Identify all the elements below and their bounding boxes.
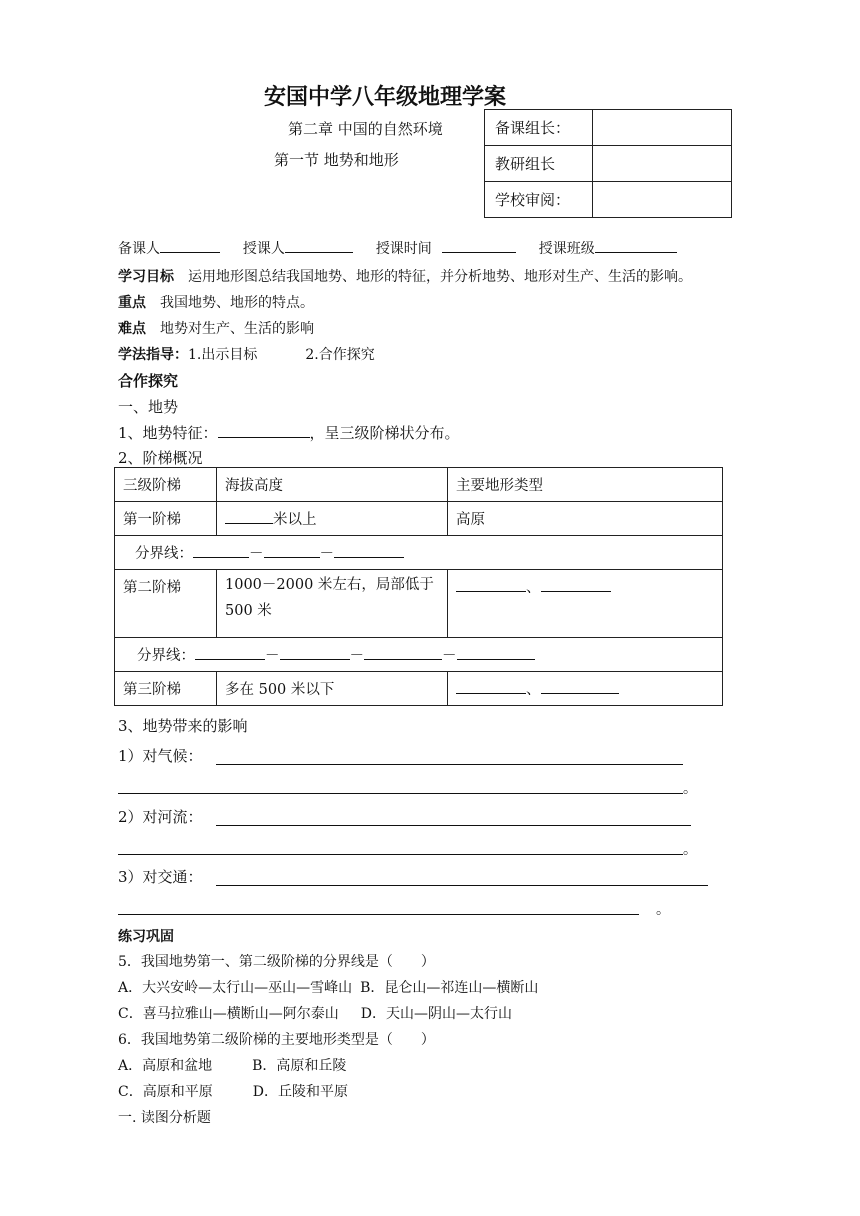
- part1-heading: 一、地势: [118, 398, 179, 416]
- review-label: 教研组长: [485, 146, 593, 182]
- q6-text: 6．我国地势第二级阶梯的主要地形类型是（ ）: [118, 1032, 435, 1048]
- review-box: [484, 109, 732, 218]
- divider-blank: [364, 645, 442, 660]
- q5-option-c: C．喜马拉雅山—横断山—阿尔泰山: [118, 1006, 339, 1022]
- key-line: [118, 292, 314, 312]
- q6-option-a: A．高原和盆地: [118, 1058, 213, 1074]
- river-blank: [216, 825, 691, 826]
- q5-option-d: D．天山—阴山—太行山: [360, 1006, 512, 1022]
- divider-blank: [280, 645, 350, 660]
- step-type: [448, 570, 723, 638]
- goal-label: 学习目标: [118, 269, 174, 285]
- divider-label: 分界线：: [137, 648, 195, 664]
- step-height: [217, 502, 448, 536]
- q6-option-d: D．丘陵和平原: [252, 1084, 348, 1100]
- review-row: [485, 146, 732, 182]
- river-label: 2）对河流：: [118, 808, 203, 826]
- teacher-blank: [285, 238, 353, 253]
- difficult-text: 地势对生产、生活的影响: [160, 321, 314, 337]
- time-label: 授课时间: [375, 241, 432, 257]
- practice-heading: 练习巩固: [118, 929, 174, 945]
- method-1: 1.出示目标: [188, 347, 258, 363]
- dash: －: [249, 546, 264, 562]
- goal-line: [118, 266, 692, 286]
- class-blank: [595, 238, 677, 253]
- section-title: 第一节 地势和地形: [274, 151, 399, 169]
- divider-blank: [193, 543, 249, 558]
- height-suffix: 米以上: [273, 512, 317, 528]
- analysis-heading: 一. 读图分析题: [118, 1110, 211, 1126]
- info-line: [118, 238, 677, 258]
- header-cell: 主要地形类型: [448, 468, 723, 502]
- q1-line: [118, 422, 460, 443]
- q6-options-ab: [118, 1055, 346, 1075]
- dash: －: [265, 648, 280, 664]
- divider-row: [115, 536, 723, 570]
- period: 。: [683, 842, 697, 858]
- preparer-label: 备课人: [118, 241, 160, 257]
- review-value: [593, 146, 732, 182]
- goal-text: 运用地形图总结我国地势、地形的特征，并分析地势、地形对生产、生活的影响。: [188, 269, 692, 285]
- table-row: [115, 672, 723, 706]
- q5-options-ab: [118, 977, 538, 997]
- traffic-blank-2: [118, 914, 639, 915]
- divider-blank: [195, 645, 265, 660]
- type-blank: [541, 679, 619, 694]
- class-label: 授课班级: [538, 241, 595, 257]
- dash: －: [319, 546, 334, 562]
- river-blank-2: [118, 854, 683, 855]
- chapter-title: 第二章 中国的自然环境: [288, 120, 443, 138]
- q2-heading: 2、阶梯概况: [118, 449, 203, 467]
- method-line: [118, 344, 375, 364]
- review-value: [593, 182, 732, 218]
- sep: 、: [526, 580, 541, 596]
- dash: －: [442, 648, 457, 664]
- climate-blank: [216, 764, 683, 765]
- climate-blank-2: [118, 793, 683, 794]
- impact-heading: 3、地势带来的影响: [118, 717, 248, 735]
- review-label: 学校审阅：: [485, 182, 593, 218]
- divider-label: 分界线：: [135, 546, 193, 562]
- step-name: 第一阶梯: [115, 502, 217, 536]
- sep: 、: [526, 682, 541, 698]
- review-row: [485, 110, 732, 146]
- period: 。: [683, 781, 697, 797]
- q5-option-a: A．大兴安岭—太行山—巫山—雪峰山: [118, 980, 353, 996]
- page-title: 安国中学八年级地理学案: [263, 85, 506, 110]
- time-blank: [442, 238, 516, 253]
- step-name: 第三阶梯: [115, 672, 217, 706]
- divider-cell: [115, 638, 723, 672]
- table-row: [115, 570, 723, 638]
- explore-heading: 合作探究: [118, 372, 179, 390]
- step-type: 高原: [448, 502, 723, 536]
- key-text: 我国地势、地形的特点。: [160, 295, 314, 311]
- q1-blank: [218, 423, 310, 438]
- q6-options-cd: [118, 1081, 348, 1101]
- climate-label: 1）对气候：: [118, 747, 203, 765]
- dash: －: [349, 648, 364, 664]
- review-label: 备课组长：: [485, 110, 593, 146]
- q1-post: ，呈三级阶梯状分布。: [309, 424, 460, 442]
- divider-blank: [264, 543, 320, 558]
- preparer-blank: [160, 238, 220, 253]
- traffic-label: 3）对交通：: [118, 868, 203, 886]
- review-row: [485, 182, 732, 218]
- review-value: [593, 110, 732, 146]
- type-blank: [456, 577, 526, 592]
- q5-option-b: B．昆仑山—祁连山—横断山: [360, 980, 539, 996]
- header-cell: 海拔高度: [217, 468, 448, 502]
- type-blank: [456, 679, 526, 694]
- divider-cell: [115, 536, 723, 570]
- header-cell: 三级阶梯: [115, 468, 217, 502]
- teacher-label: 授课人: [242, 241, 285, 257]
- type-blank: [541, 577, 611, 592]
- q6-option-c: C．高原和平原: [118, 1084, 213, 1100]
- table-row: [115, 502, 723, 536]
- step-type: [448, 672, 723, 706]
- difficult-label: 难点: [118, 321, 146, 337]
- divider-blank: [457, 645, 535, 660]
- steps-table: [114, 467, 723, 706]
- q5-text: 5．我国地势第一、第二级阶梯的分界线是（ ）: [118, 954, 435, 970]
- method-2: 2.合作探究: [305, 347, 375, 363]
- q6-option-b: B．高原和丘陵: [252, 1058, 347, 1074]
- q5-options-cd: [118, 1003, 512, 1023]
- step-name: 第二阶梯: [115, 570, 217, 638]
- period: 。: [656, 902, 670, 918]
- q1-pre: 1、地势特征：: [118, 424, 218, 442]
- height-blank: [225, 509, 273, 524]
- divider-blank: [334, 543, 404, 558]
- traffic-blank: [216, 885, 708, 886]
- key-label: 重点: [118, 295, 146, 311]
- table-header-row: [115, 468, 723, 502]
- divider-row: [115, 638, 723, 672]
- step-height: 多在 500 米以下: [217, 672, 448, 706]
- difficult-line: [118, 318, 314, 338]
- step-height: 1000－2000 米左右，局部低于 500 米: [217, 570, 448, 638]
- method-label: 学法指导：: [118, 347, 188, 363]
